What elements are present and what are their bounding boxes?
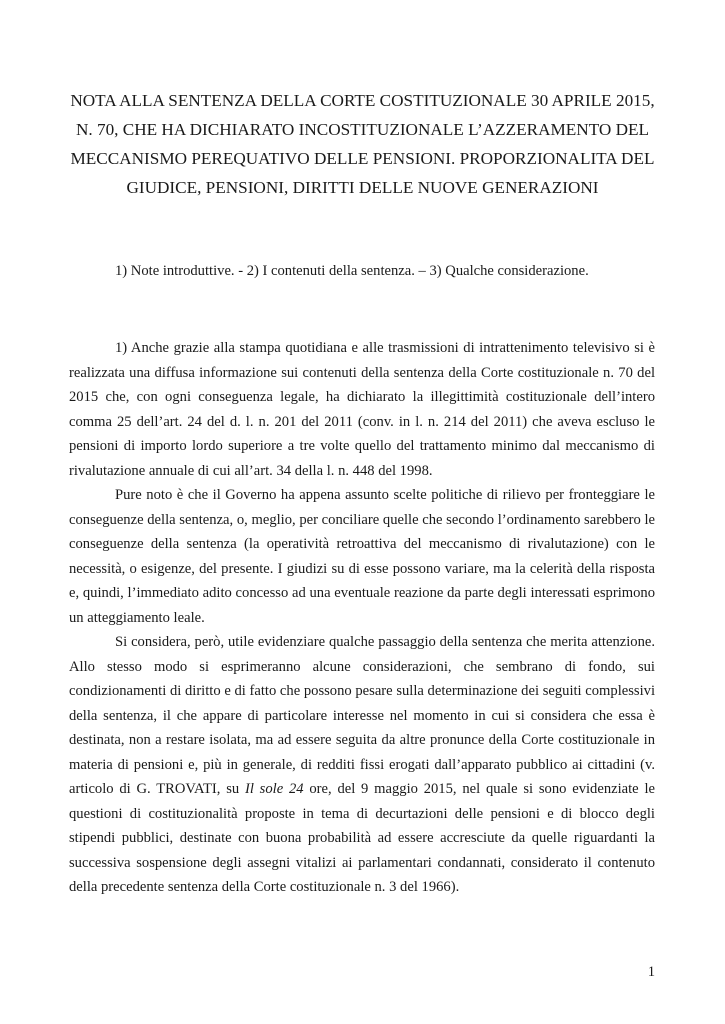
paragraph-3 xyxy=(69,630,655,900)
paragraph-2: Pure noto è che il Governo ha appena assunto scelte politiche di rilievo per fronteggiare le conseguenze della sentenza, o, meglio, per conciliare quelle che secondo l’ordinamento sarebbero le conseguenze della sentenza (la operatività retroattiva del meccanismo di rivalutazione) con le necessità, o esigenze, del presente. I giudizi su di esse possono variare, ma la celerità della risposta e, quindi, l’immediato adito concesso ad una eventuale reazione da parte degli interessati esprimono un atteggiamento leale. xyxy=(69,487,655,626)
newspaper-name-italic: Il sole 24 xyxy=(244,781,304,797)
document-body xyxy=(69,336,655,900)
paragraph-1: 1) Anche grazie alla stampa quotidiana e alle trasmissioni di intrattenimento televisivo si è realizzata una diffusa informazione sui contenuti della sentenza della Corte costituzionale n. 70 del 2015 che, con ogni conseguenza legale, ha dichiarato la illegittimità costituzionale dell’intero comma 25 dell’art. 24 del d. l. n. 201 del 2011 (conv. in l. n. 214 del 2011) che aveva escluso le pensioni di importo lordo superiore a tre volte quello del trattamento minimo dal meccanismo di rivalutazione annuale di cui all’art. 34 della l. n. 448 del 1998. xyxy=(69,340,655,479)
paragraph-3-part-b: ore, del 9 maggio 2015, nel quale si sono evidenziate le questioni di costituzionalità proposte in tema di decurtazioni delle pensioni e di blocco degli stipendi pubblici, destinate con buona probabilità ad essere accresciute da quelle riguardanti la successiva sospensione degli assegni vitalizi ai parlamentari condannati, considerato il contenuto della precedente sentenza della Corte costituzionale n. 3 del 1966). xyxy=(69,781,655,895)
document-title: NOTA ALLA SENTENZA DELLA CORTE COSTITUZIONALE 30 APRILE 2015, N. 70, CHE HA DICHIARATO INCOSTITUZIONALE L’AZZERAMENTO DEL MECCANISMO PEREQUATIVO DELLE PENSIONI. PROPORZIONALITA DEL GIUDICE, PENSIONI, DIRITTI DELLE NUOVE GENERAZIONI xyxy=(70,91,655,197)
paragraph-3-part-a: Si considera, però, utile evidenziare qualche passaggio della sentenza che merita attenzione. Allo stesso modo si esprimeranno alcune considerazioni, che sembrano di fondo, sui condizionamenti di diritto e di fatto che possono pesare sulla determinazione dei seguiti complessivi della sentenza, il che appare di particolare interesse nel momento in cui si considera che essa è destinata, non a restare isolata, ma ad essere seguita da altre pronunce della Corte costituzionale in materia di pensioni e, più in generale, di redditi fissi erogati dall’apparato pubblico ai cittadini (v. articolo di G. TROVATI, su xyxy=(69,634,655,797)
page-number: 1 xyxy=(647,964,655,980)
table-of-contents: 1) Note introduttive. - 2) I contenuti della sentenza. – 3) Qualche considerazione. xyxy=(115,263,589,279)
